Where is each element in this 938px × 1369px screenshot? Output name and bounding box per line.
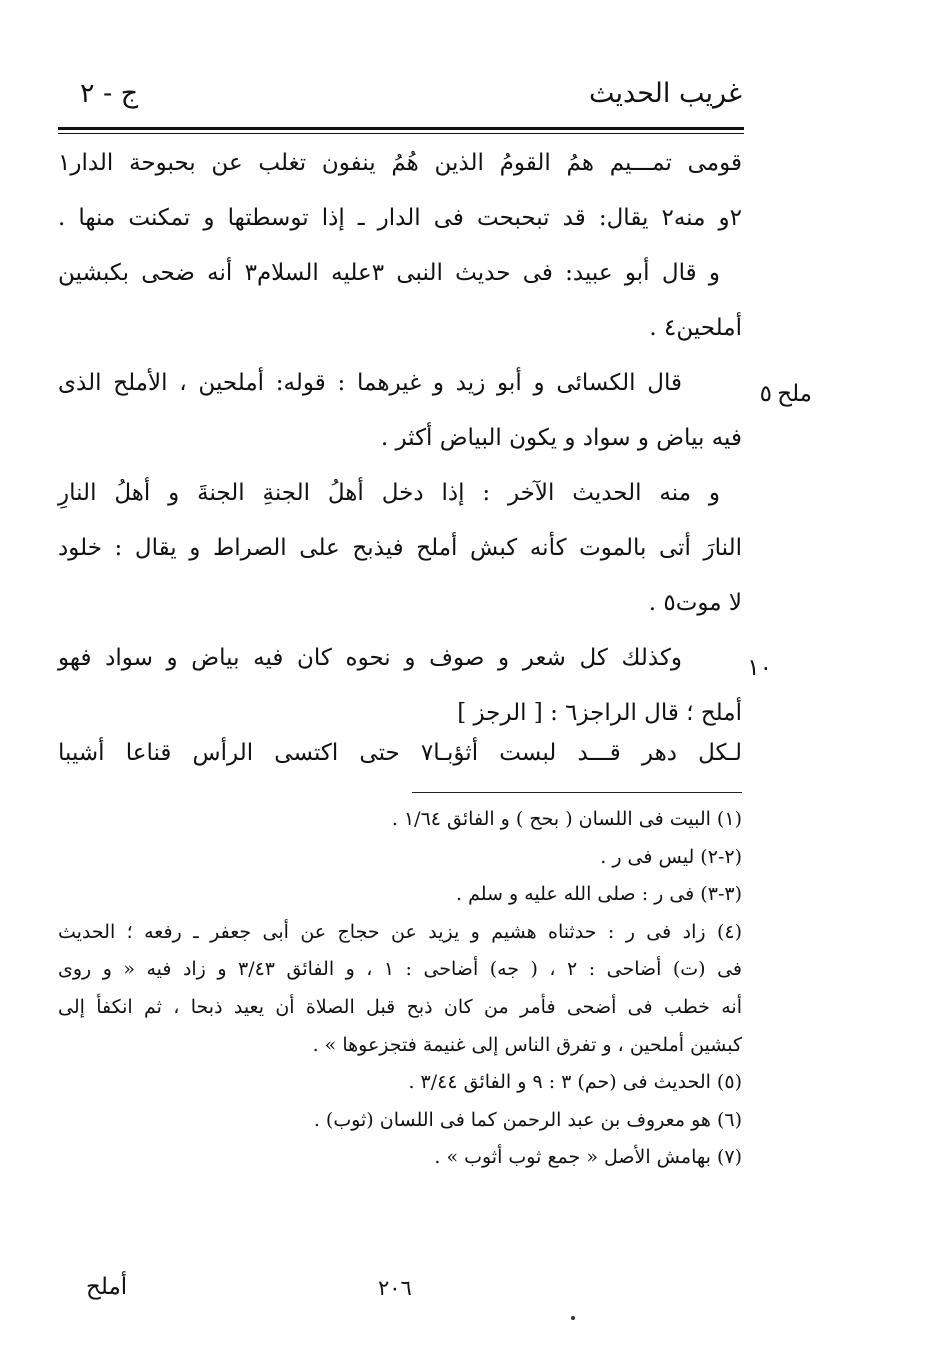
header-rule-thick bbox=[58, 127, 744, 130]
footnote-1: (١) البيت فى اللسان ( بحح ) و الفائق ١/٦٤ . bbox=[391, 808, 742, 830]
margin-line-number-10: ١٠ bbox=[747, 655, 772, 681]
running-header bbox=[58, 78, 742, 122]
footnote-4: (٤) زاد فى ر : حدثناه هشيم و يزيد عن حجاج عن أبى جعفر ـ رفعه ؛ الحديث bbox=[58, 920, 742, 943]
text-line: لا موت٥ . bbox=[648, 590, 742, 616]
book-title: غريب الحديث bbox=[589, 78, 742, 109]
text-line: و قال أبو عبيد: فى حديث النبى ٣عليه السلام٣ أنه ضحى بكبشين bbox=[58, 260, 720, 286]
verse-line: لـكل دهر قـــد لبست أثؤبـا٧ حتى اكتسى الرأس قناعا أشيبا bbox=[58, 740, 743, 766]
main-text bbox=[58, 148, 742, 793]
ink-speck bbox=[571, 1316, 575, 1320]
footnote-divider bbox=[412, 792, 742, 793]
text-line: قومى تمـــيم همُ القومُ الذين هُمُ ينفون تغلب عن بحبوحة الدار١ bbox=[58, 150, 742, 176]
footnote-5: (٥) الحديث فى (حم) ٣ : ٩ و الفائق ٣/٤٤ . bbox=[408, 1071, 742, 1094]
text-line: النارَ أتى بالموت كأنه كبش أملح فيذبح على الصراط و يقال : خلود bbox=[58, 535, 742, 561]
page-number: ٢٠٦ bbox=[378, 1276, 412, 1300]
footnote-6: (٦) هو معروف بن عبد الرحمن كما فى اللسان (ثوب) . bbox=[313, 1108, 742, 1131]
text-line: ٢و منه٢ يقال: قد تبحبحت فى الدار ـ إذا توسطتها و تمكنت منها . bbox=[58, 205, 742, 231]
footnote-7: (٧) بهامش الأصل « جمع ثوب أثوب » . bbox=[434, 1146, 742, 1169]
footnotes bbox=[58, 806, 742, 1182]
catchword: أملح bbox=[86, 1274, 128, 1300]
margin-line-number-5: ٥ bbox=[759, 381, 772, 407]
footnote-3: (٣-٣) فى ر : صلى الله عليه و سلم . bbox=[456, 883, 742, 906]
margin-keyword: ملح bbox=[777, 381, 812, 407]
text-line: فيه بياض و سواد و يكون البياض أكثر . bbox=[380, 425, 742, 451]
volume-number: ج - ٢ bbox=[80, 78, 139, 109]
text-line: و منه الحديث الآخر : إذا دخل أهلُ الجنةِ الجنةَ و أهلُ النارِ bbox=[58, 480, 720, 506]
text-line: أملحين٤ . bbox=[649, 315, 742, 341]
text-line: وكذلك كل شعر و صوف و نحوه كان فيه بياض و سواد فهو bbox=[58, 645, 682, 671]
header-rule-thin bbox=[58, 133, 744, 134]
footnote-4-cont: أنه خطب فى أضحى فأمر من كان ذبح قبل الصلاة أن يعيد ذبحا ، ثم انكفأ إلى bbox=[58, 995, 742, 1018]
footnote-4-end: كبشين أملحين ، و تفرق الناس إلى غنيمة فتجزعوها » . bbox=[312, 1033, 742, 1056]
footnote-4-cont: فى (ت) أضاحى : ٢ ، ( جه) أضاحى : ١ ، و الفائق ٣/٤٣ و زاد فيه « و روى bbox=[58, 958, 742, 981]
text-line: قال الكسائى و أبو زيد و غيرهما : قوله: أملحين ، الأملح الذى bbox=[58, 370, 682, 396]
footnote-2: (٢-٢) ليس فى ر . bbox=[600, 845, 742, 868]
text-line: أملح ؛ قال الراجز٦ : [ الرجز ] bbox=[457, 700, 742, 726]
